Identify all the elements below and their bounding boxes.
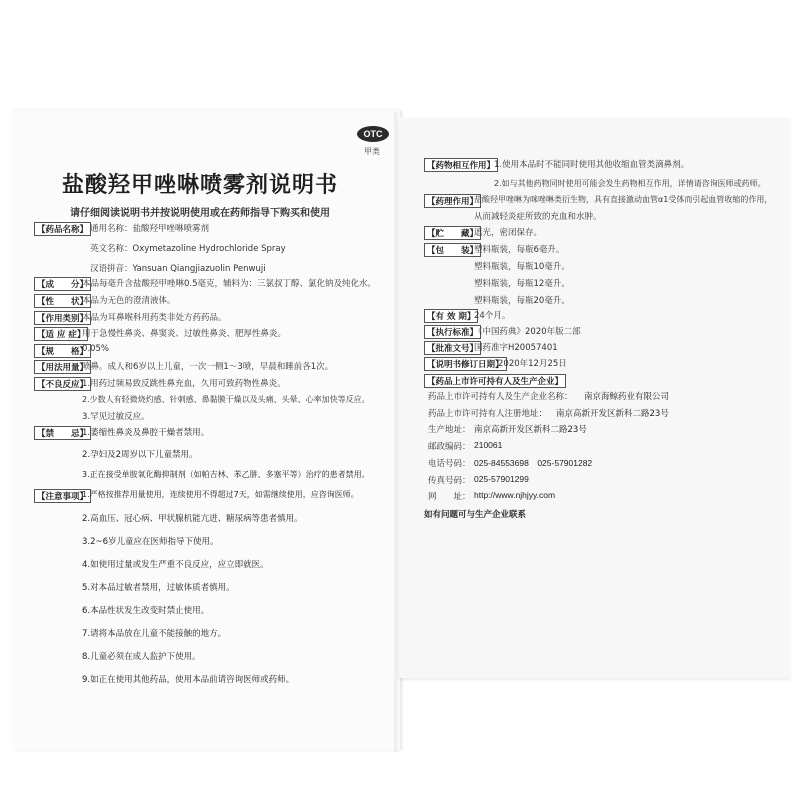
production-address-label: 生产地址： [428,425,471,435]
drug-name-label: 【药品名称】 [34,222,91,236]
generic-name: 通用名称：盐酸羟甲唑啉喷雾剂 [90,224,210,234]
otc-badge: OTC [357,126,389,142]
contact-footer: 如有问题可与生产企业联系 [424,510,527,520]
character-text: 本品为无色的澄清液体。 [82,296,176,306]
contraindication-item: 3.正在接受单胺氧化酶抑制剂（如帕吉林、苯乙肼、多塞平等）治疗的患者禁用。 [82,470,370,479]
standard-text: 《中国药典》2020年版二部 [474,327,581,337]
caution-item: 1.严格按推荐用量使用，连续使用不得超过7天，如需继续使用，应咨询医师。 [82,490,359,499]
interaction-item: 2.如与其他药物同时使用可能会发生药物相互作用，详情请咨询医师或药师。 [494,179,766,188]
approval-text: 国药准字H20057401 [474,343,558,353]
adverse-item: 3.罕见过敏反应。 [82,412,150,422]
indication-label: 【适 应 症】 [34,327,88,341]
revision-date-text: 2020年12月25日 [498,359,567,369]
document-title: 盐酸羟甲唑啉喷雾剂说明书 [61,173,338,198]
page-fold-shadow [394,112,400,752]
composition-text: 本品每毫升含盐酸羟甲唑啉0.5毫克，辅料为：三氯叔丁醇、氯化钠及纯化水。 [82,279,377,289]
mah-name-value: 南京海鲸药业有限公司 [584,392,670,402]
storage-label: 【贮 藏】 [424,226,481,240]
mah-name-label: 药品上市许可持有人及生产企业名称： [428,392,573,402]
package-item: 塑料瓶装，每瓶12毫升。 [474,279,570,289]
fax-value: 025-57901299 [474,474,529,484]
document-subtitle: 请仔细阅读说明书并按说明使用或在药师指导下购买和使用 [70,208,330,219]
adverse-item: 2.少数人有轻微烧灼感、针刺感、鼻黏膜干燥以及头痛、头晕、心率加快等反应。 [82,395,370,404]
contraindication-item: 1.萎缩性鼻炎及鼻腔干燥者禁用。 [82,428,210,438]
storage-text: 遮光，密闭保存。 [474,228,543,238]
caution-item: 4.如使用过量或发生严重不良反应，应立即就医。 [82,560,269,570]
pharmacology-label: 【药理作用】 [424,194,481,208]
pinyin-name: 汉语拼音：Yansuan Qiangjiazuolin Penwuji [90,264,266,274]
adverse-label: 【不良反应】 [34,377,91,391]
mah-address-value: 南京高新开发区新科二路23号 [556,409,669,419]
pharmacology-text: 从而减轻炎症所致的充血和水肿。 [474,212,602,222]
phone-label: 电话号码： [428,459,471,469]
contraindication-item: 2.孕妇及2周岁以下儿童禁用。 [82,450,198,460]
website-value: http://www.njhjyy.com [474,490,556,500]
caution-item: 8.儿童必须在成人监护下使用。 [82,652,201,662]
adverse-item: 1.用药过频易致反跳性鼻充血，久用可致药物性鼻炎。 [82,379,286,389]
caution-item: 9.如正在使用其他药品，使用本品前请咨询医师或药师。 [82,675,295,685]
contraindication-label: 【禁 忌】 [34,426,91,440]
approval-label: 【批准文号】 [424,341,481,355]
category-label: 【作用类别】 [34,311,91,325]
revision-date-label: 【说明书修订日期】 [424,357,507,371]
usage-text: 喷鼻。成人和6岁以上儿童，一次一侧1～3喷，早晨和睡前各1次。 [82,362,334,372]
usage-label: 【用法用量】 [34,360,91,374]
mah-label: 【药品上市许可持有人及生产企业】 [424,374,566,388]
caution-item: 2.高血压、冠心病、甲状腺机能亢进、糖尿病等患者慎用。 [82,514,303,524]
package-item: 塑料瓶装，每瓶10毫升。 [474,262,570,272]
spec-text: 0.05% [82,344,110,354]
character-label: 【性 状】 [34,294,91,308]
spec-label: 【规 格】 [34,344,91,358]
caution-item: 6.本品性状发生改变时禁止使用。 [82,606,210,616]
caution-item: 5.对本品过敏者禁用，过敏体质者慎用。 [82,583,235,593]
english-name: 英文名称：Oxymetazoline Hydrochloride Spray [90,244,286,254]
package-item: 塑料瓶装，每瓶6毫升。 [474,245,565,255]
caution-item: 7.请将本品放在儿童不能接触的地方。 [82,629,227,639]
category-text: 本品为耳鼻喉科用药类非处方药药品。 [82,313,227,323]
postal-code-value: 210061 [474,440,503,450]
interaction-label: 【药物相互作用】 [424,158,498,172]
mah-address-label: 药品上市许可持有人注册地址： [428,409,548,419]
validity-label: 【有 效 期】 [424,309,478,323]
production-address-value: 南京高新开发区新科二路23号 [474,425,587,435]
composition-label: 【成 分】 [34,277,91,291]
indication-text: 用于急慢性鼻炎、鼻窦炎、过敏性鼻炎、肥厚性鼻炎。 [82,329,287,339]
package-label: 【包 装】 [424,243,481,257]
interaction-item: 1.使用本品时不能同时使用其他收缩血管类滴鼻剂。 [494,160,690,170]
caution-item: 3.2~6岁儿童应在医师指导下使用。 [82,537,219,547]
website-label: 网 址： [428,492,471,502]
validity-text: 24个月。 [474,311,511,321]
pharmacology-text: 盐酸羟甲唑啉为咪唑啉类衍生物，具有直接激动血管α1受体而引起血管收缩的作用， [474,195,773,204]
phone-value: 025-84553698 025-57901282 [474,458,593,468]
fax-label: 传真号码： [428,476,471,486]
caution-label: 【注意事项】 [34,489,91,503]
otc-class-label: 甲类 [364,147,380,156]
postal-code-label: 邮政编码： [428,442,471,452]
standard-label: 【执行标准】 [424,325,481,339]
package-item: 塑料瓶装，每瓶20毫升。 [474,296,570,306]
